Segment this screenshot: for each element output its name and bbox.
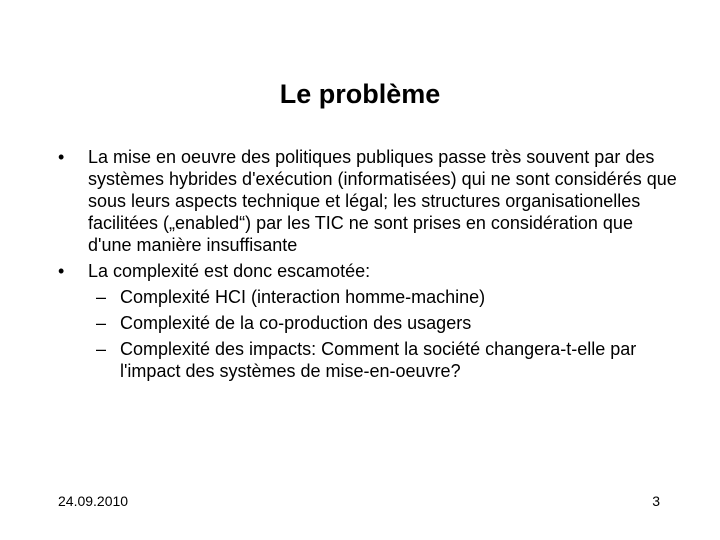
page-number: 3 bbox=[652, 493, 660, 509]
subbullet-item bbox=[58, 312, 678, 334]
subbullet-marker: – bbox=[96, 313, 107, 333]
bullet-item bbox=[58, 146, 678, 256]
slide-title: Le problème bbox=[279, 79, 441, 109]
subbullet-text: Complexité des impacts: Comment la société changera-t-elle par l'impact des systèmes de mise-en-oeuvre? bbox=[120, 339, 637, 381]
bullet-marker: • bbox=[58, 147, 65, 167]
bullet-text: La complexité est donc escamotée: bbox=[88, 261, 371, 281]
subbullet-text: Complexité de la co-production des usagers bbox=[120, 313, 472, 333]
subbullet-item bbox=[58, 286, 678, 308]
bullet-marker: • bbox=[58, 261, 65, 281]
slide-body bbox=[58, 146, 678, 386]
footer-date: 24.09.2010 bbox=[58, 493, 129, 509]
subbullet-marker: – bbox=[96, 287, 107, 307]
bullet-text: La mise en oeuvre des politiques publiques passe très souvent par des systèmes hybrides d'exécution (informatisées) qui ne sont considérés que sous leurs aspects technique et légal; les structures organisationelles facilitées („enabled“) par les TIC ne sont prises en considération que d'une manière insuffisante bbox=[88, 147, 677, 255]
subbullet-item bbox=[58, 338, 678, 382]
subbullet-marker: – bbox=[96, 339, 107, 359]
bullet-item bbox=[58, 260, 678, 282]
subbullet-text: Complexité HCI (interaction homme-machine) bbox=[120, 287, 486, 307]
